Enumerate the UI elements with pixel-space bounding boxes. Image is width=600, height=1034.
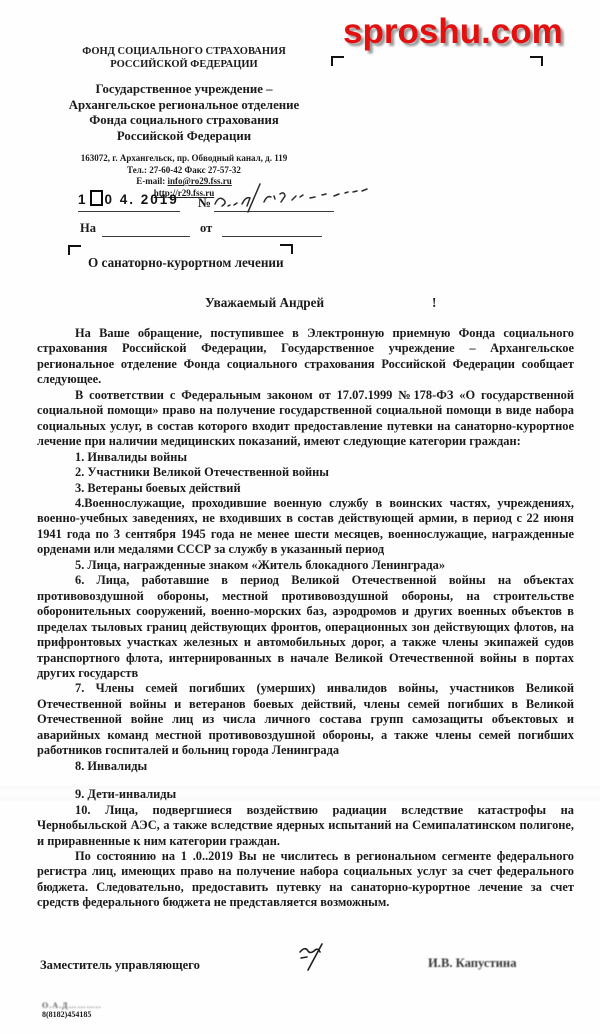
letterhead <box>38 46 330 199</box>
signature-scribble <box>296 942 330 977</box>
letter-body <box>37 326 574 911</box>
watermark-sproshu: sproshu.com <box>343 12 563 51</box>
date-stamp: 1 0 4. 2019 <box>78 192 179 207</box>
category-item-1: 1. Инвалиды войны <box>75 449 188 464</box>
stamp-boxed-digit <box>90 190 103 206</box>
category-item-10: 10. Лица, подвергшиеся воздействию радиации вследствие катастрофы на Чернобыльской АЭС, а также вследствие ядерных испытаний на Семипалатинском полигоне, и приравненные к ним категории граждан. <box>37 802 574 848</box>
addressee-corner-right <box>530 56 543 66</box>
email-link[interactable]: info@ro29.fss.ru <box>167 176 232 186</box>
paragraph-law: В соответствии с Федеральным законом от 17.07.1999 №178-ФЗ «О государственной социальной помощи» право на получение государственной социальной помощи в виде набора социальных услуг, в состав которого входит предоставление путевки на санаторно-курортное лечение при наличии медицинских показаний, имеют следующие категории граждан: <box>37 387 574 449</box>
org-name-line3: Фонда социального страхования <box>89 113 279 127</box>
org-top-line2: РОССИЙСКОЙ ФЕДЕРАЦИИ <box>110 58 258 70</box>
org-phones: Тел.: 27-60-42 Факс 27-57-32 <box>127 164 241 175</box>
addressee-corner-left <box>331 56 344 66</box>
date-underline <box>78 211 180 212</box>
paragraph-intro: На Ваше обращение, поступившее в Электронную приемную Фонда социального страхования Российской Федерации, Государственное учреждение – Архангельское региональное отделение Фонда социального страхования Российской Федерации сообщает следующее. <box>37 326 574 387</box>
executor-footer <box>42 1001 102 1019</box>
signer-position: Заместитель управляющего <box>40 958 200 972</box>
executor-phone: 8(8182)454185 <box>42 1010 92 1019</box>
ot-underline <box>222 236 322 237</box>
paragraph-conclusion: По состоянию на 1 .0..2019 Вы не числитесь в региональном сегменте федерального регистра лиц, имеющих право на получение набора социальных услуг за счет федерального бюджета. Следовательно, предоставить путевку на санаторно-курортное лечение за счет средств федерального бюджета не представляется возможным. <box>37 848 574 910</box>
org-name-line2: Архангельское региональное отделение <box>68 97 300 112</box>
subject-line: О санаторно-курортном лечении <box>88 255 284 270</box>
category-item-8: 8. Инвалиды <box>75 758 148 773</box>
email-label: E-mail: <box>136 176 168 186</box>
handwritten-number-scribble <box>212 182 377 219</box>
org-name-line1: Государственное учреждение – <box>95 82 273 96</box>
subject-corner-left <box>68 245 81 255</box>
subject-corner-right <box>280 244 293 254</box>
category-item-2: 2. Участники Великой Отечественной войны <box>75 465 329 480</box>
salutation-punct: ! <box>432 295 437 310</box>
website-link[interactable]: http://r29.fss.ru <box>153 187 215 198</box>
org-top-line1: ФОНД СОЦИАЛЬНОГО СТРАХОВАНИЯ <box>82 46 286 57</box>
category-item-7: 7. Члены семей погибших (умерших) инвалидов войны, участников Великой Отечественной войны и ветеранов боевых действий, члены семей погибших в Великой Отечественной войне лиц из числа личного состава групп самозащиты объектовых и аварийных команд местной противовоздушной обороны, а также члены семей погибших работников госпиталей и больниц города Ленинграда <box>37 681 574 758</box>
number-label: № <box>198 195 212 210</box>
signer-name: И.В. Капустина <box>428 956 517 970</box>
category-item-5: 5. Лица, награжденные знаком «Житель блокадного Ленинграда» <box>75 557 446 572</box>
org-address: 163072, г. Архангельск, пр. Обводный канал, д. 119 <box>80 153 288 163</box>
na-label: На <box>80 221 96 235</box>
ot-label: от <box>200 221 213 235</box>
category-item-9: 9. Дети-инвалиды <box>75 787 177 802</box>
category-item-6: 6. Лица, работавшие в период Великой Отечественной войны на объектах противовоздушной обороны, местной противовоздушной обороны, на строительстве оборонительных сооружений, военно-морских баз, аэродромов и других военных объектов в пределах тыловых границ действующих фронтов, операционных зон действующих флотов, на прифронтовых участках железных и автомобильных дорог, а также члены экипажей судов транспортного флота, интернированных в начале Великой Отечественной войны в портах других государств <box>37 573 574 680</box>
org-name-line4: Российской Федерации <box>116 128 252 143</box>
na-underline <box>102 236 190 237</box>
category-item-3: 3. Ветераны боевых действий <box>75 480 241 495</box>
category-item-4: 4.Военнослужащие, проходившие военную службу в воинских частях, учреждениях, военно-учебных заведениях, не входивших в состав действующей армии, в период с 22 июня 1941 года по 3 сентября 1945 года не менее шести месяцев, военнослужащие, награжденные орденами или медалями СССР за службу в указанный период <box>37 495 574 557</box>
salutation: Уважаемый Андрей <box>205 295 325 310</box>
executor-name: О.А.Д……….. <box>42 1001 102 1010</box>
